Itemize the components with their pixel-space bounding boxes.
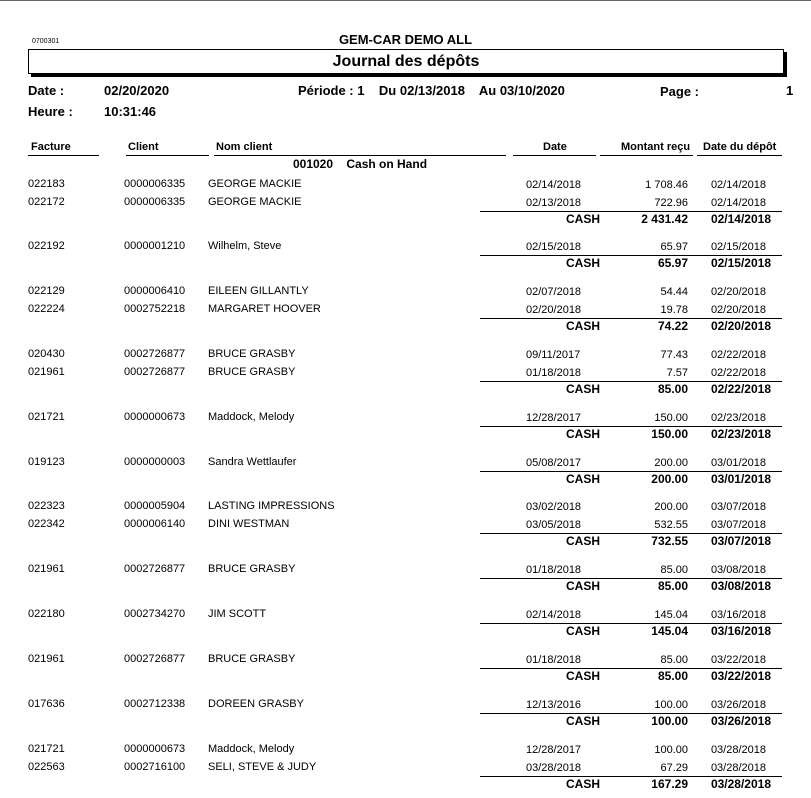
invoice-date: 02/14/2018 [526,179,582,191]
subtotal-deposit-date: 03/07/2018 [710,534,771,548]
client-name: GEORGE MACKIE [208,178,302,190]
deposit-date: 03/22/2018 [710,654,766,666]
header-underline [600,155,693,156]
client-name: DOREEN GRASBY [208,698,304,710]
subtotal-deposit-date: 03/01/2018 [710,472,771,486]
client-number: 0002726877 [124,563,186,575]
subtotal-deposit-date: 02/22/2018 [710,382,771,396]
amount-received: 54.44 [660,286,688,298]
client-name: Sandra Wettlaufer [208,456,297,468]
invoice-date: 12/28/2017 [526,412,582,424]
amount-received: 200.00 [654,457,688,469]
client-number: 0000006335 [124,178,186,190]
invoice-date: 01/18/2018 [526,367,582,379]
subtotal-deposit-date: 02/20/2018 [710,319,771,333]
subtotal-deposit-date: 03/16/2018 [710,624,771,638]
client-number: 0000000003 [124,456,186,468]
client-number: 0000006335 [124,196,186,208]
deposit-date: 02/23/2018 [710,412,766,424]
client-number: 0000001210 [124,240,186,252]
subtotal-label: CASH [566,427,601,441]
subtotal-label: CASH [566,579,601,593]
subtotal-label: CASH [566,669,601,683]
subtotal-amount: 2 431.42 [641,212,688,226]
subtotal-label: CASH [566,319,601,333]
subtotal-deposit-date: 03/26/2018 [710,714,771,728]
subtotal-deposit-date: 03/22/2018 [710,669,771,683]
amount-received: 19.78 [660,304,688,316]
amount-received: 150.00 [654,412,688,424]
account-section-title: 001020 Cash on Hand [292,157,428,171]
invoice-date: 12/28/2017 [526,744,582,756]
deposit-date: 03/26/2018 [710,699,766,711]
client-name: MARGARET HOOVER [208,303,321,315]
deposit-date: 02/22/2018 [710,367,766,379]
amount-received: 722.96 [654,197,688,209]
client-number: 0000006410 [124,285,186,297]
company-name: GEM-CAR DEMO ALL [338,32,473,47]
client-name: JIM SCOTT [208,608,267,620]
header-underline [126,155,209,156]
subtotal-label: CASH [566,714,601,728]
client-number: 0000005904 [124,500,186,512]
client-name: Maddock, Melody [208,743,295,755]
page-number: 1 [786,83,794,98]
time-value: 10:31:46 [104,104,157,119]
col-montant: Montant reçu [621,141,691,153]
invoice-number: 022563 [28,761,65,773]
subtotal-amount: 732.55 [651,534,688,548]
invoice-number: 017636 [28,698,65,710]
header-underline [28,155,99,156]
invoice-number: 021961 [28,366,65,378]
invoice-date: 03/05/2018 [526,519,582,531]
client-number: 0000006140 [124,518,186,530]
invoice-number: 021961 [28,563,65,575]
header-underline [697,155,782,156]
deposit-date: 03/01/2018 [710,457,766,469]
invoice-number: 022192 [28,240,65,252]
amount-received: 145.04 [654,609,688,621]
invoice-number: 022183 [28,178,65,190]
invoice-date: 03/02/2018 [526,501,582,513]
header-underline [214,155,506,156]
subtotal-label: CASH [566,624,601,638]
client-number: 0002726877 [124,366,186,378]
invoice-number: 021721 [28,411,65,423]
subtotal-amount: 85.00 [657,382,688,396]
amount-received: 1 708.46 [645,179,688,191]
report-code: 0700301 [32,38,60,45]
amount-received: 200.00 [654,501,688,513]
deposit-date: 03/07/2018 [710,501,766,513]
amount-received: 85.00 [660,654,688,666]
subtotal-label: CASH [566,256,601,270]
amount-received: 85.00 [660,564,688,576]
subtotal-deposit-date: 02/23/2018 [710,427,771,441]
invoice-number: 022224 [28,303,65,315]
col-client: Client [128,141,159,153]
amount-received: 67.29 [660,762,688,774]
page-label: Page : [660,84,700,99]
header-underline [513,155,596,156]
top-border [0,0,811,1]
col-facture: Facture [31,141,71,153]
subtotal-deposit-date: 02/15/2018 [710,256,771,270]
deposit-date: 02/15/2018 [710,241,766,253]
subtotal-amount: 167.29 [651,777,688,791]
amount-received: 65.97 [660,241,688,253]
client-number: 0002726877 [124,348,186,360]
invoice-date: 01/18/2018 [526,564,582,576]
deposit-date: 02/14/2018 [710,197,766,209]
subtotal-label: CASH [566,212,601,226]
client-name: LASTING IMPRESSIONS [208,500,335,512]
invoice-date: 01/18/2018 [526,654,582,666]
invoice-date: 02/13/2018 [526,197,582,209]
subtotal-label: CASH [566,472,601,486]
invoice-number: 022342 [28,518,65,530]
client-number: 0002752218 [124,303,186,315]
invoice-date: 02/14/2018 [526,609,582,621]
subtotal-label: CASH [566,382,601,396]
client-name: Maddock, Melody [208,411,295,423]
subtotal-amount: 85.00 [657,669,688,683]
amount-received: 100.00 [654,744,688,756]
deposit-date: 03/08/2018 [710,564,766,576]
invoice-number: 020430 [28,348,65,360]
deposit-date: 03/16/2018 [710,609,766,621]
subtotal-label: CASH [566,777,601,791]
client-name: BRUCE GRASBY [208,653,296,665]
subtotal-label: CASH [566,534,601,548]
date-label: Date : [28,83,65,98]
client-number: 0002712338 [124,698,186,710]
deposit-date: 02/20/2018 [710,286,766,298]
client-name: BRUCE GRASBY [208,366,296,378]
invoice-date: 09/11/2017 [526,349,581,361]
amount-received: 77.43 [660,349,688,361]
client-number: 0000000673 [124,743,186,755]
client-name: BRUCE GRASBY [208,348,296,360]
invoice-date: 02/07/2018 [526,286,582,298]
subtotal-amount: 85.00 [657,579,688,593]
col-date: Date [543,141,567,153]
client-name: SELI, STEVE & JUDY [208,761,317,773]
period-range: Période : 1 Du 02/13/2018 Au 03/10/2020 [298,83,565,98]
client-number: 0002716100 [124,761,186,773]
amount-received: 7.57 [666,367,688,379]
deposit-date: 03/28/2018 [710,744,766,756]
col-date-depot: Date du dépôt [703,141,777,153]
subtotal-deposit-date: 03/28/2018 [710,777,771,791]
amount-received: 532.55 [654,519,688,531]
invoice-number: 022323 [28,500,65,512]
invoice-number: 022172 [28,196,65,208]
amount-received: 100.00 [654,699,688,711]
deposit-date: 02/20/2018 [710,304,766,316]
invoice-date: 02/15/2018 [526,241,582,253]
client-name: GEORGE MACKIE [208,196,302,208]
deposit-date: 03/07/2018 [710,519,766,531]
subtotal-amount: 65.97 [657,256,688,270]
invoice-number: 022129 [28,285,65,297]
deposit-date: 02/22/2018 [710,349,766,361]
invoice-number: 022180 [28,608,65,620]
deposit-date: 02/14/2018 [710,179,766,191]
invoice-date: 03/28/2018 [526,762,582,774]
subtotal-deposit-date: 03/08/2018 [710,579,771,593]
report-title: Journal des dépôts [28,49,784,74]
invoice-number: 021721 [28,743,65,755]
subtotal-amount: 150.00 [651,427,688,441]
invoice-number: 019123 [28,456,65,468]
invoice-date: 12/13/2016 [526,699,582,711]
subtotal-amount: 100.00 [651,714,688,728]
col-nom-client: Nom client [216,141,273,153]
deposit-date: 03/28/2018 [710,762,766,774]
invoice-date: 02/20/2018 [526,304,582,316]
invoice-date: 05/08/2017 [526,457,582,469]
client-number: 0002734270 [124,608,186,620]
client-name: BRUCE GRASBY [208,563,296,575]
client-name: DINI WESTMAN [208,518,290,530]
client-number: 0002726877 [124,653,186,665]
subtotal-amount: 200.00 [651,472,688,486]
subtotal-amount: 74.22 [657,319,688,333]
subtotal-amount: 145.04 [651,624,688,638]
invoice-number: 021961 [28,653,65,665]
time-label: Heure : [28,104,73,119]
subtotal-deposit-date: 02/14/2018 [710,212,771,226]
date-value: 02/20/2020 [104,83,170,98]
client-name: Wilhelm, Steve [208,240,282,252]
client-name: EILEEN GILLANTLY [208,285,309,297]
client-number: 0000000673 [124,411,186,423]
